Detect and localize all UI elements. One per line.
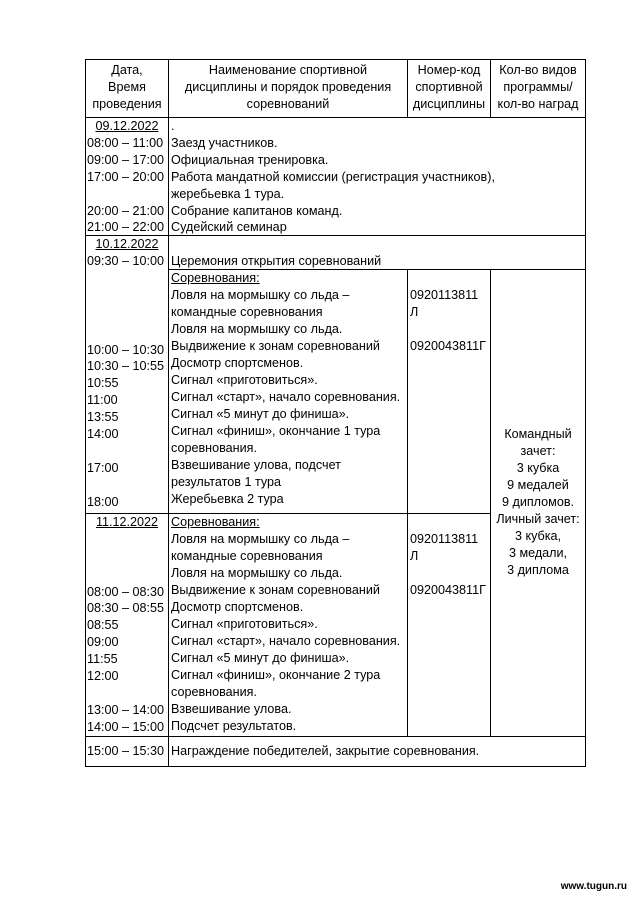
- day3-code: Л: [410, 549, 419, 563]
- day2-line: Сигнал «старт», начало соревнования.: [171, 390, 401, 404]
- header-text: соревнований: [246, 97, 330, 111]
- day3-line: Взвешивание улова.: [171, 702, 292, 716]
- col-divider-2: [407, 269, 408, 737]
- header-text: дисциплины и порядок проведения: [184, 80, 392, 94]
- header-text: проведения: [92, 97, 162, 111]
- awards-line: 3 диплома: [507, 563, 569, 577]
- day3-code: 0920113811: [410, 532, 479, 546]
- ceremony-time: 09:30 – 10:00: [87, 254, 165, 268]
- day3-time: 08:55: [87, 618, 119, 632]
- day3-line: Досмотр спортсменов.: [171, 600, 304, 614]
- day3-time: 08:30 – 08:55: [87, 601, 165, 615]
- header-text: Дата,: [111, 63, 143, 77]
- day3-time: 12:00: [87, 669, 119, 683]
- day3-time: 14:00 – 15:00: [87, 720, 165, 734]
- day3-line: Подсчет результатов.: [171, 719, 297, 733]
- day3-code: 0920043811Г: [410, 583, 486, 597]
- day1-event: Заезд участников.: [171, 136, 278, 150]
- day2-time: 10:00 – 10:30: [87, 343, 165, 357]
- day3-time: 13:00 – 14:00: [87, 703, 165, 717]
- table-bottom-border: [85, 766, 586, 767]
- day2-line: Досмотр спортсменов.: [171, 356, 304, 370]
- header-text: Номер-код: [417, 63, 481, 77]
- day1-event: жеребьевка 1 тура.: [171, 187, 285, 201]
- col-divider-1: [168, 59, 169, 767]
- day1-event: Работа мандатной комиссии (регистрация участников),: [171, 170, 495, 184]
- day2-code: 0920043811Г: [410, 339, 486, 353]
- day2-time: 14:00: [87, 427, 119, 441]
- day2-time: 13:55: [87, 410, 119, 424]
- day1-time: 21:00 – 22:00: [87, 220, 165, 234]
- awards-line: зачет:: [520, 444, 556, 458]
- day3-line: Ловля на мормышку со льда –: [171, 532, 350, 546]
- day2-line: Ловля на мормышку со льда.: [171, 322, 343, 336]
- day1-date: 09.12.2022: [95, 119, 159, 133]
- day1-event: Собрание капитанов команд.: [171, 204, 343, 218]
- day2-time: 17:00: [87, 461, 119, 475]
- day2-time: 10:55: [87, 376, 119, 390]
- day1-event: Судейский семинар: [171, 220, 287, 234]
- day2-line: Взвешивание улова, подсчет: [171, 458, 341, 472]
- day3-bottom-border: [85, 736, 586, 737]
- day2-time: 10:30 – 10:55: [87, 359, 165, 373]
- day1-time: 09:00 – 17:00: [87, 153, 165, 167]
- awards-line: 9 медалей: [507, 478, 569, 492]
- header-text: кол-во наград: [497, 97, 579, 111]
- day3-line: Сигнал «приготовиться».: [171, 617, 318, 631]
- day2-line: результатов 1 тура: [171, 475, 282, 489]
- day3-line: соревнования.: [171, 685, 257, 699]
- day2-time: 18:00: [87, 495, 119, 509]
- day3-time: 09:00: [87, 635, 119, 649]
- day3-line: Сигнал «финиш», окончание 2 тура: [171, 668, 381, 682]
- table-left-border: [85, 59, 86, 767]
- day2-heading: Соревнования:: [171, 271, 260, 285]
- day3-time: 11:55: [87, 652, 118, 666]
- day1-time: 17:00 – 20:00: [87, 170, 165, 184]
- day3-date: 11.12.2022: [95, 515, 159, 529]
- day2-line: Сигнал «приготовиться».: [171, 373, 318, 387]
- ceremony-text: Церемония открытия соревнований: [171, 254, 382, 268]
- final-time: 15:00 – 15:30: [87, 744, 165, 758]
- table-right-border: [585, 59, 586, 767]
- watermark: www.tugun.ru: [560, 881, 627, 892]
- day2-line: Ловля на мормышку со льда –: [171, 288, 350, 302]
- day1-event: Официальная тренировка.: [171, 153, 329, 167]
- day2-line: Жеребьевка 2 тура: [171, 492, 284, 506]
- awards-line: 3 кубка,: [514, 529, 562, 543]
- day2-line: Выдвижение к зонам соревнований: [171, 339, 380, 353]
- day3-line: Сигнал «старт», начало соревнования.: [171, 634, 401, 648]
- day2-line: Сигнал «финиш», окончание 1 тура: [171, 424, 381, 438]
- header-text: программы/: [503, 80, 573, 94]
- day3-line: Ловля на мормышку со льда.: [171, 566, 343, 580]
- day2-code: 0920113811: [410, 288, 479, 302]
- header-text: дисциплины: [412, 97, 486, 111]
- day2-date: 10.12.2022: [95, 237, 159, 251]
- day3-time: 08:00 – 08:30: [87, 585, 165, 599]
- day1-dot: .: [171, 119, 175, 133]
- day1-time: 08:00 – 11:00: [87, 136, 164, 150]
- day1-time: 20:00 – 21:00: [87, 204, 165, 218]
- day3-line: Выдвижение к зонам соревнований: [171, 583, 380, 597]
- header-text: Время: [108, 80, 146, 94]
- header-text: спортивной: [415, 80, 483, 94]
- day2-time: 11:00: [87, 393, 118, 407]
- day2-line: Сигнал «5 минут до финиша».: [171, 407, 350, 421]
- awards-line: Командный: [504, 427, 572, 441]
- day3-line: командные соревнования: [171, 549, 323, 563]
- day3-line: Сигнал «5 минут до финиша».: [171, 651, 350, 665]
- final-text: Награждение победителей, закрытие соревнования.: [171, 744, 480, 758]
- header-text: Кол-во видов: [499, 63, 577, 77]
- awards-line: 3 кубка: [516, 461, 560, 475]
- awards-line: 3 медали,: [508, 546, 568, 560]
- header-text: Наименование спортивной: [208, 63, 368, 77]
- table-top-border: [85, 59, 586, 60]
- awards-line: 9 дипломов.: [501, 495, 575, 509]
- awards-line: Личный зачет:: [496, 512, 580, 526]
- day2-line: соревнования.: [171, 441, 257, 455]
- day2-line: командные соревнования: [171, 305, 323, 319]
- day3-heading: Соревнования:: [171, 515, 260, 529]
- day2-code: Л: [410, 305, 419, 319]
